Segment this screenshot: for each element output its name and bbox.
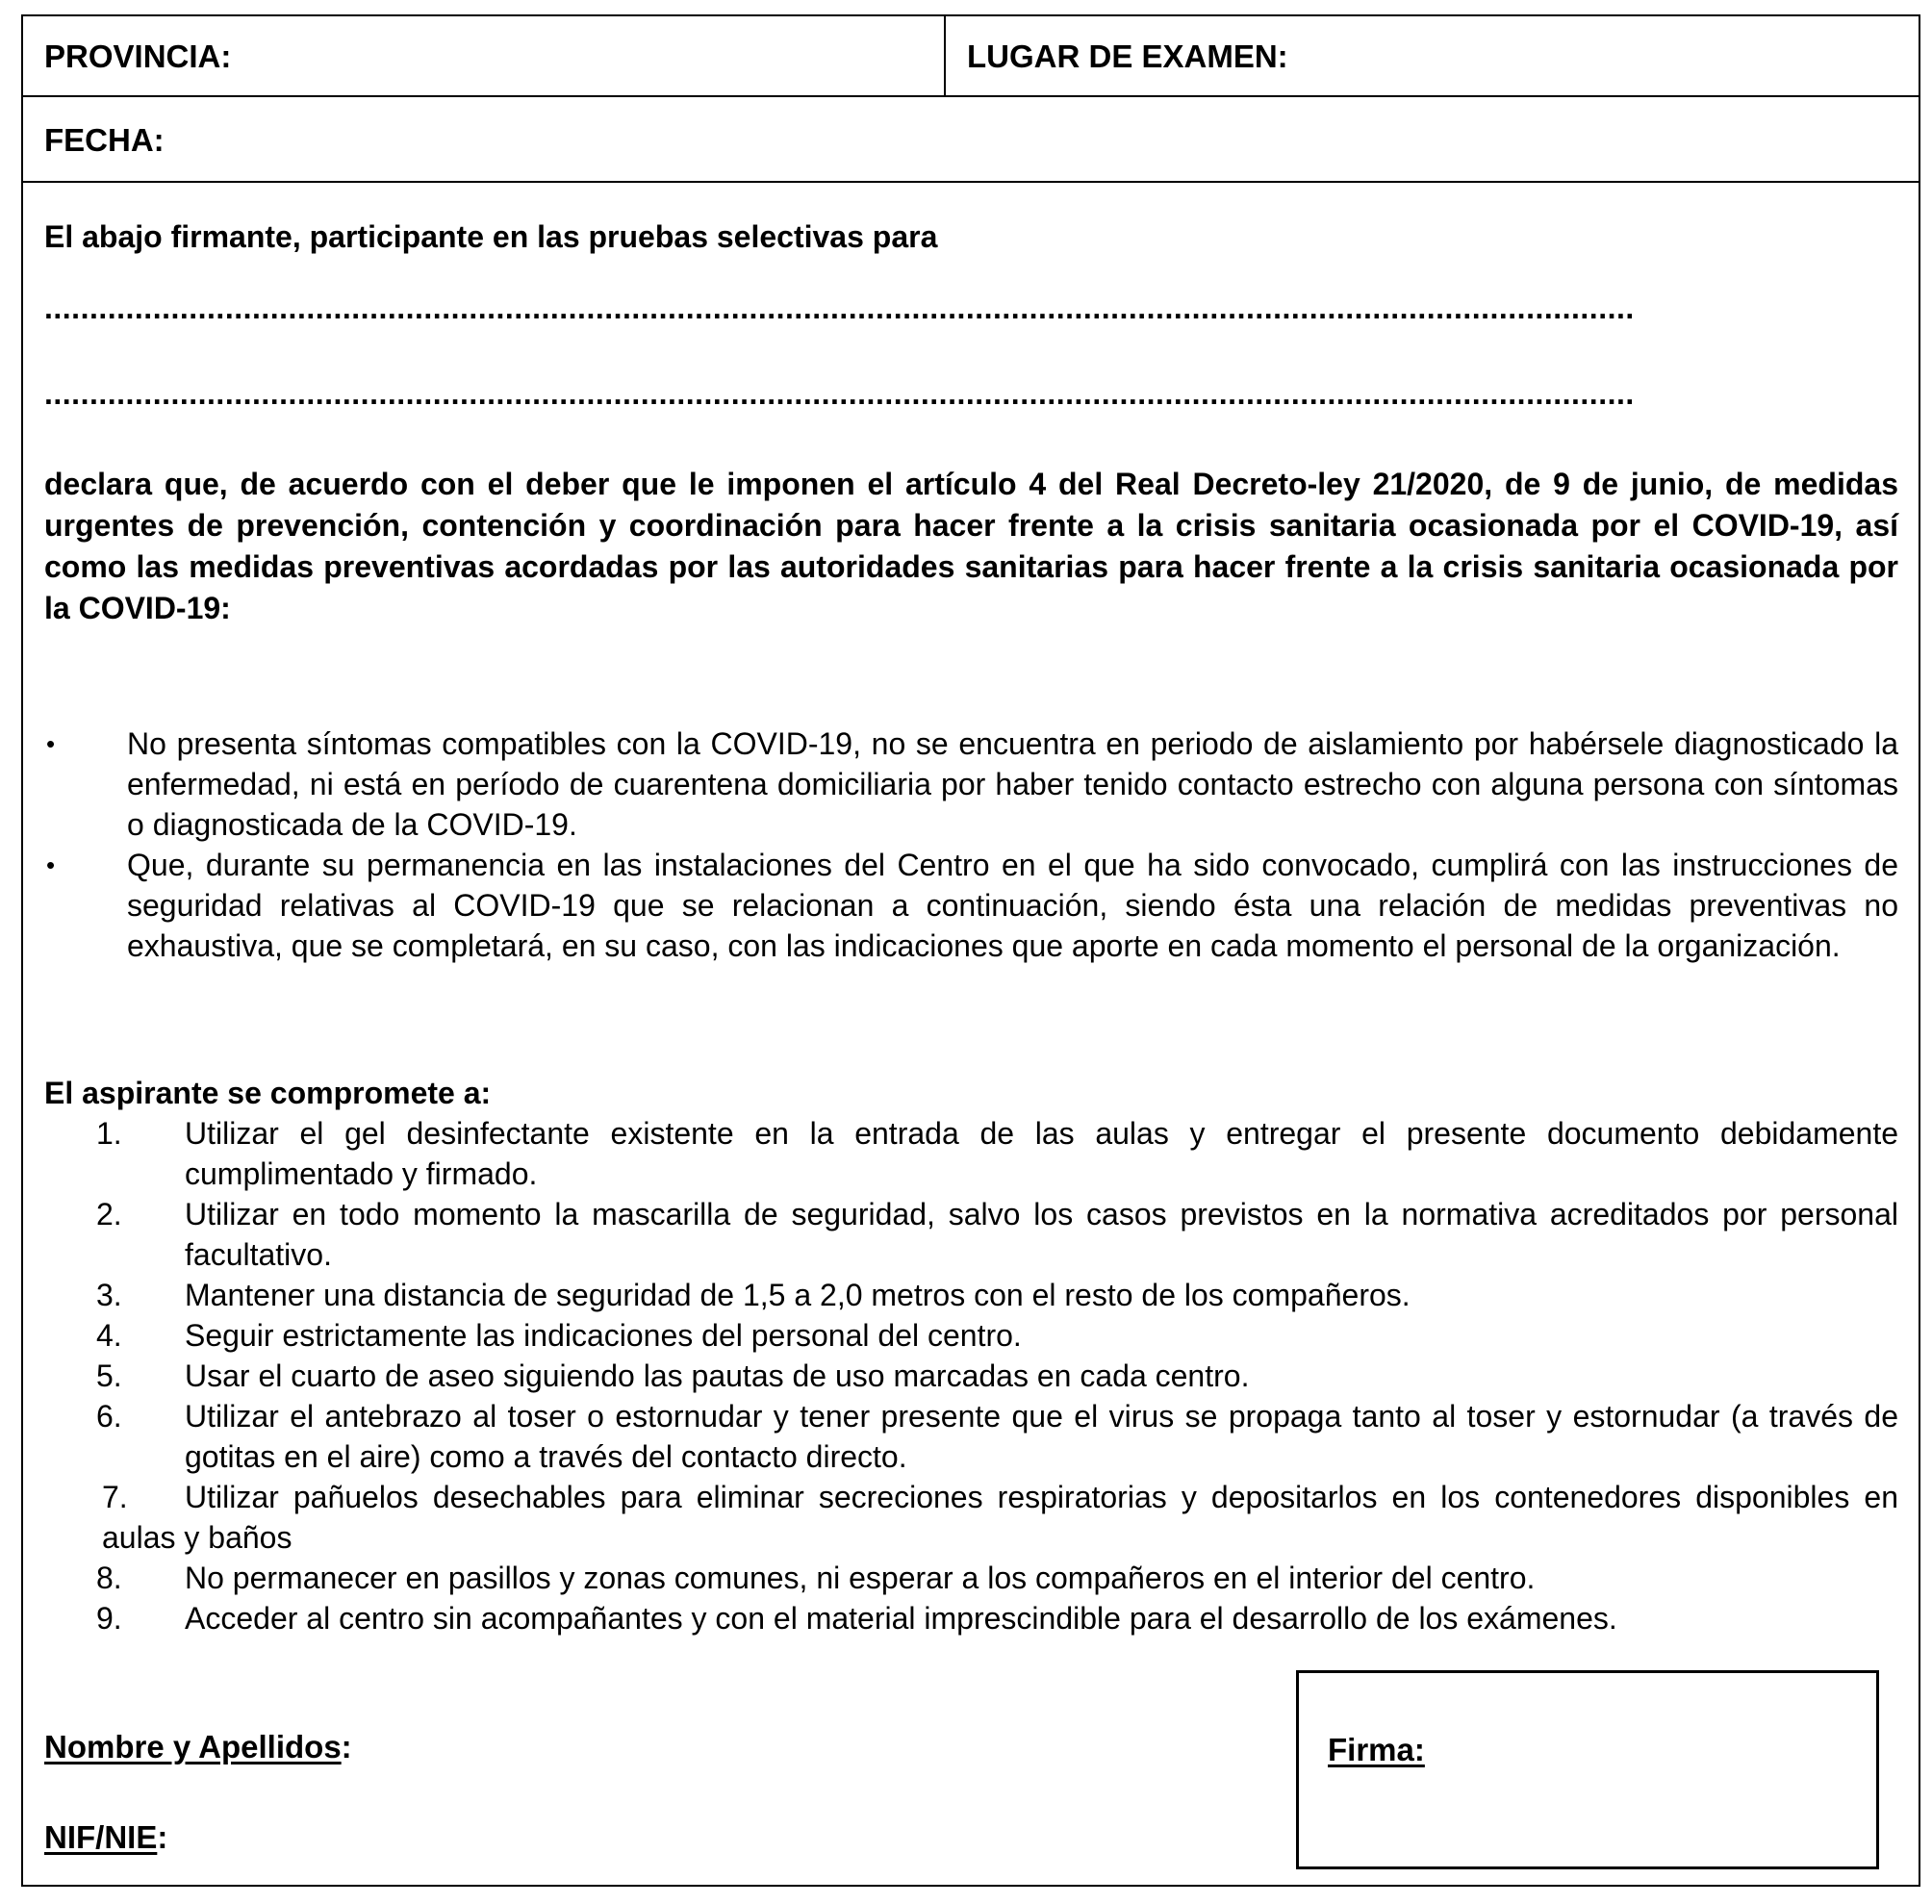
bullet-text: Que, durante su permanencia en las instalaciones del Centro en el que ha sido convocado, cumplirá con las instrucciones de seguridad relativas al COVID-19 que se relacionan a continuación, siendo ésta una relación de medidas preventivas no exhaustiva, que se completará, en su caso, con las indicaciones que aporte en cada momento el personal de la organización.	[127, 848, 1898, 963]
list-item-number: 6.	[96, 1399, 122, 1434]
list-item	[96, 1315, 1898, 1356]
declaration-text: declara que, de acuerdo con el deber que le imponen el artículo 4 del Real Decreto-ley 21/2020, de 9 de junio, de medidas urgentes de prevención, contención y coordinación para hacer frente a la crisis sanitaria ocasionada por el COVID-19, así como las medidas preventivas acordadas por las autoridades sanitarias para hacer frente a la crisis sanitaria ocasionada por la COVID-19:	[44, 467, 1898, 625]
dotted-line-1[interactable]: ................................................................................................................................................................................	[44, 291, 1635, 325]
list-item-text: Utilizar el gel desinfectante existente en la entrada de las aulas y entregar el presente documento debidamente cumplimentado y firmado.	[185, 1116, 1898, 1191]
declaration-body	[23, 183, 1919, 1885]
dotted-line-2[interactable]: ................................................................................................................................................................................	[44, 376, 1635, 411]
bullet-item	[46, 724, 1898, 845]
bullet-icon: •	[46, 850, 56, 879]
list-item-text: Usar el cuarto de aseo siguiendo las pautas de uso marcadas en cada centro.	[185, 1358, 1250, 1393]
list-item-text: Seguir estrictamente las indicaciones del personal del centro.	[185, 1318, 1022, 1353]
provincia-label: PROVINCIA:	[44, 38, 232, 74]
list-item-number: 3.	[96, 1278, 122, 1312]
list-item-number: 1.	[96, 1116, 122, 1151]
declaration-form	[21, 14, 1920, 1887]
list-item	[96, 1396, 1898, 1477]
list-item	[96, 1194, 1898, 1275]
name-label: Nombre y Apellidos	[44, 1729, 342, 1764]
list-item	[96, 1558, 1898, 1598]
list-item-text: Utilizar en todo momento la mascarilla de seguridad, salvo los casos previstos en la normativa acreditados por personal facultativo.	[185, 1197, 1898, 1272]
list-item-text: Mantener una distancia de seguridad de 1,5 a 2,0 metros con el resto de los compañeros.	[185, 1278, 1411, 1312]
list-item	[96, 1356, 1898, 1396]
list-item-number: 2.	[96, 1197, 122, 1231]
lugar-examen-cell[interactable]	[946, 16, 1919, 95]
header-row	[23, 16, 1919, 97]
list-item-number: 5.	[96, 1358, 122, 1393]
bullet-list	[23, 724, 1919, 966]
name-field[interactable]	[44, 1728, 352, 1766]
bullet-item	[46, 845, 1898, 966]
name-colon: :	[341, 1729, 352, 1764]
signature-label: Firma:	[1328, 1732, 1425, 1767]
fecha-label: FECHA:	[44, 122, 165, 158]
list-item-text: No permanecer en pasillos y zonas comunes, ni esperar a los compañeros en el interior del centro.	[185, 1561, 1536, 1595]
signature-box[interactable]	[1296, 1670, 1879, 1869]
list-item-text: Acceder al centro sin acompañantes y con el material imprescindible para el desarrollo de los exámenes.	[185, 1601, 1617, 1636]
nif-field[interactable]	[44, 1818, 167, 1857]
list-item	[96, 1113, 1898, 1194]
list-item	[102, 1477, 1898, 1558]
list-item-text: Utilizar el antebrazo al toser o estornudar y tener presente que el virus se propaga tanto al toser y estornudar (a través de gotitas en el aire) como a través del contacto directo.	[185, 1399, 1898, 1474]
provincia-cell[interactable]	[23, 16, 946, 95]
intro-text: El abajo firmante, participante en las pruebas selectivas para	[44, 219, 938, 254]
list-item	[96, 1598, 1898, 1638]
list-item-number: 8.	[96, 1561, 122, 1595]
fecha-cell[interactable]	[23, 97, 1919, 183]
commitments-heading: El aspirante se compromete a:	[44, 1076, 492, 1110]
nif-label: NIF/NIE	[44, 1819, 158, 1855]
list-item-number: 9.	[96, 1601, 122, 1636]
nif-colon: :	[157, 1819, 168, 1855]
bullet-text: No presenta síntomas compatibles con la COVID-19, no se encuentra en periodo de aislamiento por habérsele diagnosticado la enfermedad, ni está en período de cuarentena domiciliaria por haber tenido contacto estrecho con alguna persona con síntomas o diagnosticada de la COVID-19.	[127, 726, 1898, 842]
list-item	[96, 1275, 1898, 1315]
commitments-list	[23, 1113, 1919, 1638]
list-item-number: 7.	[102, 1480, 128, 1514]
list-item-number: 4.	[96, 1318, 122, 1353]
list-item-text: Utilizar pañuelos desechables para eliminar secreciones respiratorias y depositarlos en los contenedores disponibles en aulas y baños	[102, 1480, 1898, 1555]
lugar-examen-label: LUGAR DE EXAMEN:	[967, 38, 1288, 74]
bullet-icon: •	[46, 729, 56, 758]
